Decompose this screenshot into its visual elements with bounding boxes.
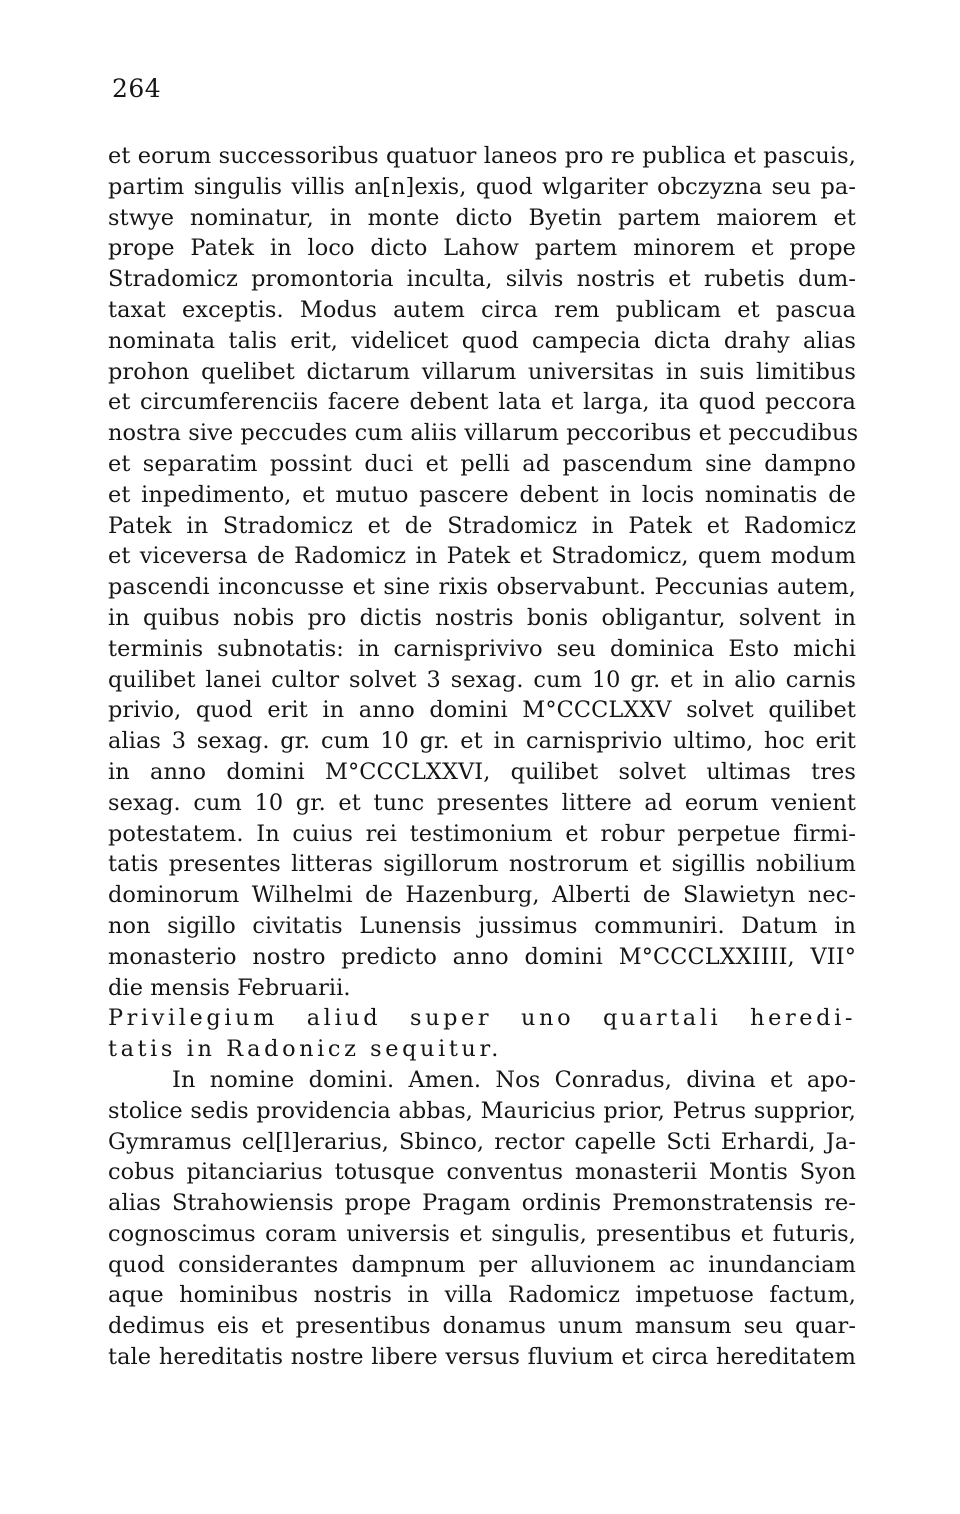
section-heading-line: Privilegium aliud super uno quartali heredi- <box>108 1005 856 1032</box>
text-line: tale hereditatis nostre libere versus fluvium et circa hereditatem <box>108 1344 856 1371</box>
text-line: cobus pitanciarius totusque conventus monasterii Montis Syon <box>108 1159 856 1186</box>
text-line: cognoscimus coram universis et singulis, presentibus et futuris, <box>108 1220 856 1247</box>
text-line: in quibus nobis pro dictis nostris bonis obligantur, solvent in <box>108 604 856 631</box>
text-line: Gymramus cel[l]erarius, Sbinco, rector capelle Scti Erhardi, Ja- <box>108 1128 856 1155</box>
text-line: stolice sedis providencia abbas, Mauricius prior, Petrus supprior, <box>108 1097 856 1124</box>
text-line: partim singulis villis an[n]exis, quod wlgariter obczyzna seu pa- <box>108 173 856 200</box>
text-line: nostra sive peccudes cum aliis villarum peccoribus et peccudibus <box>108 420 859 447</box>
text-line: et viceversa de Radomicz in Patek et Stradomicz, quem modum <box>108 543 856 570</box>
text-line: pascendi inconcusse et sine rixis observabunt. Peccunias autem, <box>108 574 856 601</box>
text-line: prope Patek in loco dicto Lahow partem minorem et prope <box>108 235 856 262</box>
text-line: dominorum Wilhelmi de Hazenburg, Alberti de Slawietyn nec- <box>108 882 856 909</box>
text-line: aque hominibus nostris in villa Radomicz impetuose factum, <box>108 1282 856 1309</box>
text-line: et inpedimento, et mutuo pascere debent in locis nominatis de <box>108 481 856 508</box>
text-line: privio, quod erit in anno domini M°CCCLXXV solvet quilibet <box>108 697 856 724</box>
page-number: 264 <box>112 74 162 103</box>
text-line: taxat exceptis. Modus autem circa rem publicam et pascua <box>108 296 856 323</box>
text-line: die mensis Februarii. <box>108 974 351 1001</box>
text-line: prohon quelibet dictarum villarum universitas in suis limitibus <box>108 358 856 385</box>
text-line: In nomine domini. Amen. Nos Conradus, divina et apo- <box>172 1066 856 1093</box>
text-line: in anno domini M°CCCLXXVI, quilibet solvet ultimas tres <box>108 758 856 785</box>
text-line: alias Strahowiensis prope Pragam ordinis Premonstratensis re- <box>108 1190 856 1217</box>
text-line: quod considerantes dampnum per alluvionem ac inundanciam <box>108 1251 856 1278</box>
text-line: potestatem. In cuius rei testimonium et robur perpetue firmi- <box>108 820 856 847</box>
text-line: alias 3 sexag. gr. cum 10 gr. et in carnisprivio ultimo, hoc erit <box>108 728 856 755</box>
text-line: et circumferenciis facere debent lata et larga, ita quod peccora <box>108 389 856 416</box>
text-line: Stradomicz promontoria inculta, silvis nostris et rubetis dum- <box>108 266 856 293</box>
text-line: monasterio nostro predicto anno domini M°CCCLXXIIII, VII° <box>108 943 856 970</box>
text-line: nominata talis erit, videlicet quod campecia dicta drahy alias <box>108 327 856 354</box>
text-line: sexag. cum 10 gr. et tunc presentes littere ad eorum venient <box>108 789 856 816</box>
text-line: dedimus eis et presentibus donamus unum mansum seu quar- <box>108 1313 856 1340</box>
text-line: quilibet lanei cultor solvet 3 sexag. cum 10 gr. et in alio carnis <box>108 666 856 693</box>
text-line: et eorum successoribus quatuor laneos pro re publica et pascuis, <box>108 143 856 169</box>
text-line: Patek in Stradomicz et de Stradomicz in Patek et Radomicz <box>108 512 856 539</box>
text-line: tatis presentes litteras sigillorum nostrorum et sigillis nobilium <box>108 851 856 878</box>
body-text <box>108 141 859 1373</box>
text-line: stwye nominatur, in monte dicto Byetin partem maiorem et <box>108 204 856 231</box>
section-heading-line: tatis in Radonicz sequitur. <box>108 1036 503 1063</box>
text-line: terminis subnotatis: in carnisprivivo seu dominica Esto michi <box>108 635 856 662</box>
text-line: et separatim possint duci et pelli ad pascendum sine dampno <box>108 450 856 477</box>
text-line: non sigillo civitatis Lunensis jussimus communiri. Datum in <box>108 912 856 939</box>
